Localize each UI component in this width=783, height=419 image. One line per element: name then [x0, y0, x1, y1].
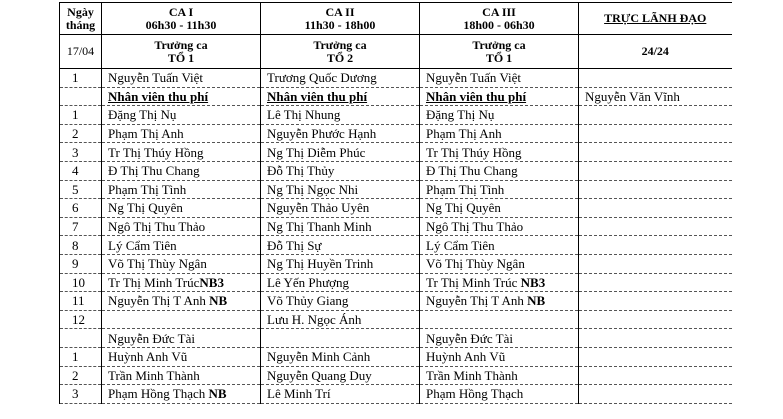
staff-name: Phạm Hồng Thạch [108, 386, 209, 402]
table-row [60, 69, 732, 88]
row-number: 4 [60, 161, 102, 180]
staff-name: Nhân viên thu phí [267, 88, 368, 104]
row-number: 1 [60, 106, 102, 125]
staff-cell-c3 [420, 106, 579, 125]
staff-name: Ng Thị Thanh Minh [267, 219, 372, 235]
staff-name: Tr Thị Thúy Hồng [426, 144, 522, 160]
staff-cell-c1 [102, 366, 261, 385]
staff-name: Võ Thị Thùy Ngân [426, 256, 525, 272]
staff-name: Phạm Thị Anh [426, 126, 502, 142]
leader-header [579, 3, 732, 35]
staff-cell-c2 [261, 273, 420, 292]
staff-cell-c3 [420, 180, 579, 199]
row-number: 2 [60, 124, 102, 143]
staff-cell-c3 [420, 236, 579, 255]
staff-note: NB3 [199, 274, 224, 290]
staff-cell-c3 [420, 199, 579, 218]
staff-cell-c3 [420, 217, 579, 236]
staff-cell-c2 [261, 161, 420, 180]
staff-cell-c1 [102, 329, 261, 348]
staff-cell-c3 [420, 385, 579, 404]
staff-note: NB [527, 293, 546, 309]
staff-name: Nhân viên thu phí [426, 88, 527, 104]
shift-3-header [420, 3, 579, 35]
shift-3-lead [420, 35, 579, 69]
staff-cell-c3 [420, 273, 579, 292]
staff-cell-c3 [420, 161, 579, 180]
row-number: 7 [60, 217, 102, 236]
header-row [60, 3, 732, 35]
staff-name: Lê Thị Nhung [267, 107, 341, 123]
staff-name: Ng Thị Ngọc Nhi [267, 181, 359, 197]
staff-name: Lê Minh Trí [267, 386, 331, 402]
staff-name: Đ Thị Thu Chang [426, 163, 518, 179]
leader-cell [579, 366, 732, 385]
staff-name: Lưu H. Ngọc Ánh [267, 312, 362, 328]
staff-cell-c1 [102, 180, 261, 199]
staff-cell-c2 [261, 143, 420, 162]
staff-name: Lý Cẩm Tiên [108, 237, 177, 253]
date-header-line-2: tháng [65, 17, 96, 32]
staff-name: Nguyễn Thị T Anh [426, 293, 528, 309]
shift-1-time: 06h30 - 11h30 [145, 17, 217, 32]
table-row [60, 292, 732, 311]
staff-cell-c3 [420, 254, 579, 273]
staff-name: Trương Quốc Dương [267, 70, 377, 86]
staff-cell-c1 [102, 199, 261, 218]
staff-name: Nguyễn Thị T Anh [108, 293, 210, 309]
staff-name: Nguyễn Tuấn Việt [108, 70, 204, 86]
staff-cell-c3 [420, 310, 579, 329]
shift-3-role: Trưởng ca [472, 37, 526, 52]
leader-title: TRỰC LÃNH ĐẠO [604, 11, 707, 25]
staff-cell-c3 [420, 292, 579, 311]
staff-cell-c3 [420, 143, 579, 162]
shift-schedule-table [59, 2, 732, 404]
staff-name: Nguyễn Đức Tài [108, 330, 195, 346]
staff-name: Lê Yến Phượng [267, 274, 350, 290]
shift-2-header [261, 3, 420, 35]
staff-cell-c2 [261, 310, 420, 329]
staff-name: Tr Thị Thúy Hồng [108, 144, 204, 160]
leader-cell [579, 292, 732, 311]
staff-name: Huỳnh Anh Vũ [108, 349, 188, 365]
row-number: 1 [60, 69, 102, 88]
table-row [60, 180, 732, 199]
staff-name: Đặng Thị Nụ [108, 107, 177, 123]
leader-cell [579, 106, 732, 125]
staff-cell-c3 [420, 347, 579, 366]
shift-1-role: Trưởng ca [154, 37, 208, 52]
table-row [60, 366, 732, 385]
table-row [60, 199, 732, 218]
staff-cell-c3 [420, 69, 579, 88]
staff-cell-c2 [261, 236, 420, 255]
staff-name: Nhân viên thu phí [108, 88, 209, 104]
staff-cell-c1 [102, 347, 261, 366]
staff-name: Nguyễn Đức Tài [426, 330, 513, 346]
shift-2-name: CA II [325, 4, 355, 19]
date-cell: 17/04 [60, 35, 102, 69]
staff-name: Nguyễn Tuấn Việt [426, 70, 522, 86]
staff-cell-c3 [420, 124, 579, 143]
staff-cell-c3 [420, 87, 579, 106]
row-number: 10 [60, 273, 102, 292]
table-row [60, 385, 732, 404]
staff-cell-c2 [261, 329, 420, 348]
staff-cell-c2 [261, 217, 420, 236]
staff-cell-c1 [102, 69, 261, 88]
staff-cell-c2 [261, 180, 420, 199]
subheader-row [60, 35, 732, 69]
leader-cell [579, 347, 732, 366]
shift-1-lead [102, 35, 261, 69]
staff-name: Lý Cẩm Tiên [426, 237, 495, 253]
table-row [60, 254, 732, 273]
table-row [60, 143, 732, 162]
staff-cell-c2 [261, 106, 420, 125]
staff-name: Ngô Thị Thu Thảo [108, 219, 206, 235]
row-number: 11 [60, 292, 102, 311]
staff-name: Phạm Hồng Thạch [426, 386, 524, 402]
shift-3-name: CA III [482, 4, 516, 19]
leader-cell [579, 329, 732, 348]
staff-note: NB3 [520, 274, 546, 290]
staff-cell-c1 [102, 310, 261, 329]
staff-rows [60, 69, 732, 404]
staff-cell-c1 [102, 385, 261, 404]
staff-name: Tr Thị Minh Trúc [108, 274, 200, 290]
staff-cell-c2 [261, 347, 420, 366]
staff-name: Ng Thị Huyền Trinh [267, 256, 374, 272]
staff-name: Nguyễn Phước Hạnh [267, 126, 377, 142]
leader-cell [579, 217, 732, 236]
shift-2-time: 11h30 - 18h00 [304, 17, 376, 32]
leader-cell [579, 236, 732, 255]
staff-cell-c1 [102, 143, 261, 162]
staff-name: Trần Minh Thành [108, 367, 200, 383]
staff-name: Ngô Thị Thu Thảo [426, 219, 524, 235]
leader-cell [579, 385, 732, 404]
staff-cell-c1 [102, 106, 261, 125]
shift-3-team: TỔ 1 [485, 50, 513, 65]
staff-name: Tr Thị Minh Trúc [426, 274, 521, 290]
staff-name: Phạm Thị Tình [426, 181, 505, 197]
row-number: 9 [60, 254, 102, 273]
staff-name: Trần Minh Thành [426, 367, 518, 383]
row-number: 2 [60, 366, 102, 385]
leader-cell [579, 124, 732, 143]
shift-3-time: 18h00 - 06h30 [463, 17, 535, 32]
staff-cell-c3 [420, 329, 579, 348]
staff-name: Võ Thủy Giang [267, 293, 349, 309]
leader-cell [579, 310, 732, 329]
date-header-line-1: Ngày [67, 4, 94, 19]
staff-cell-c2 [261, 69, 420, 88]
staff-note: NB [208, 386, 227, 402]
staff-name: Nguyễn Quang Duy [267, 367, 372, 383]
staff-cell-c2 [261, 385, 420, 404]
staff-cell-c1 [102, 87, 261, 106]
table-row [60, 310, 732, 329]
staff-name: Đỗ Thị Thủy [267, 163, 335, 179]
staff-cell-c1 [102, 161, 261, 180]
table-row [60, 217, 732, 236]
shift-2-lead [261, 35, 420, 69]
leader-hours: 24/24 [579, 35, 732, 69]
table-row [60, 106, 732, 125]
staff-name: Nguyễn Thảo Uyên [267, 200, 370, 216]
leader-cell [579, 161, 732, 180]
shift-2-role: Trưởng ca [313, 37, 367, 52]
staff-cell-c2 [261, 199, 420, 218]
row-number: 8 [60, 236, 102, 255]
shift-2-team: TỔ 2 [326, 50, 354, 65]
row-number: 6 [60, 199, 102, 218]
leader-cell [579, 180, 732, 199]
leader-cell [579, 273, 732, 292]
leader-cell: Nguyễn Văn Vĩnh [579, 87, 732, 106]
staff-cell-c1 [102, 254, 261, 273]
row-number [60, 329, 102, 348]
staff-name: Đặng Thị Nụ [426, 107, 495, 123]
row-number: 1 [60, 347, 102, 366]
staff-cell-c2 [261, 124, 420, 143]
table-row [60, 161, 732, 180]
date-column-header [60, 3, 102, 35]
staff-cell-c3 [420, 366, 579, 385]
row-number: 3 [60, 385, 102, 404]
staff-name: Phạm Thị Tình [108, 181, 187, 197]
row-number: 3 [60, 143, 102, 162]
section-heading-row [60, 87, 732, 106]
staff-cell-c1 [102, 273, 261, 292]
staff-cell-c1 [102, 217, 261, 236]
shift-1-header [102, 3, 261, 35]
staff-cell-c2 [261, 254, 420, 273]
leader-cell [579, 69, 732, 88]
row-number [60, 87, 102, 106]
table-row [60, 347, 732, 366]
staff-name: Huỳnh Anh Vũ [426, 349, 506, 365]
shift-1-team: TỔ 1 [167, 50, 195, 65]
staff-name: Võ Thị Thùy Ngân [108, 256, 207, 272]
staff-name: Ng Thị Quyên [108, 200, 183, 216]
staff-cell-c1 [102, 292, 261, 311]
staff-name: Phạm Thị Anh [108, 126, 184, 142]
table-row [60, 273, 732, 292]
staff-cell-c1 [102, 236, 261, 255]
staff-cell-c2 [261, 366, 420, 385]
table-row [60, 236, 732, 255]
staff-name: Ng Thị Quyên [426, 200, 501, 216]
leader-cell [579, 199, 732, 218]
staff-name: Ng Thị Diễm Phúc [267, 144, 366, 160]
staff-cell-c1 [102, 124, 261, 143]
staff-cell-c2 [261, 87, 420, 106]
staff-name: Đ Thị Thu Chang [108, 163, 200, 179]
leader-cell [579, 254, 732, 273]
staff-name: Nguyễn Minh Cảnh [267, 349, 371, 365]
row-number: 5 [60, 180, 102, 199]
table-row [60, 124, 732, 143]
staff-note: NB [209, 293, 228, 309]
staff-cell-c2 [261, 292, 420, 311]
leader-cell [579, 143, 732, 162]
staff-name: Đỗ Thị Sự [267, 237, 322, 253]
shift-1-name: CA I [168, 4, 194, 19]
table-row [60, 329, 732, 348]
row-number: 12 [60, 310, 102, 329]
